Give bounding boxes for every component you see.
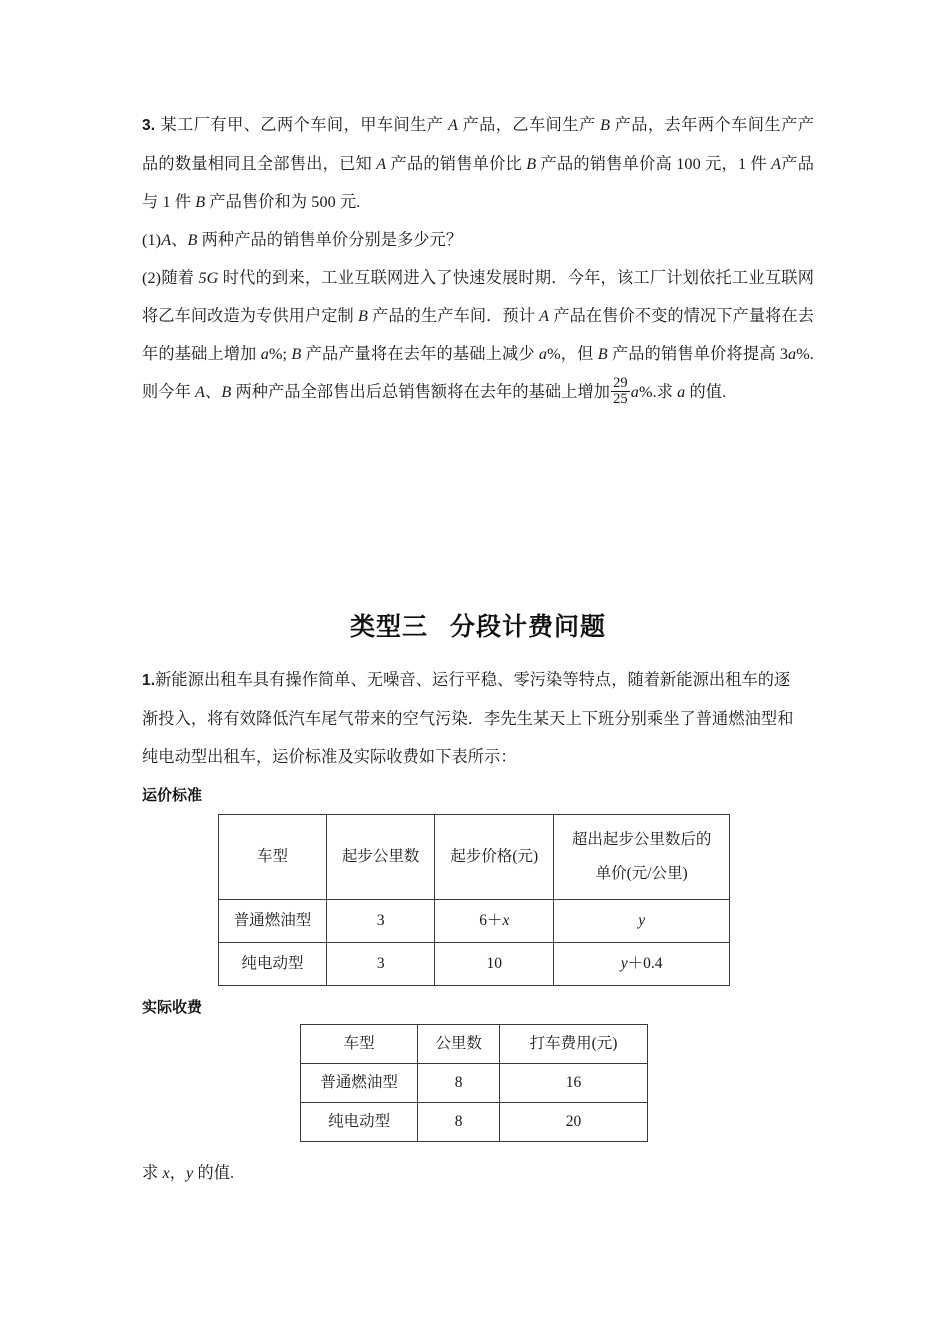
cell-start-price-electric <box>435 943 554 986</box>
problem-3-statement <box>142 106 814 221</box>
table-row <box>219 900 730 943</box>
variable-B: B <box>526 155 537 173</box>
problem-3-part-1 <box>142 221 814 259</box>
closing-prefix: 求 <box>142 1164 163 1182</box>
problem-3-text-2d: 元， <box>700 155 738 173</box>
header-fee: 打车费用(元) <box>500 1025 648 1064</box>
table-row <box>301 1064 648 1103</box>
header-start-price: 起步价格(元) <box>435 815 554 900</box>
problem-1-text-1: 新能源出租车具有操作简单、无噪音、运行平稳、零污染等特点，随着新能源出租车的逐 <box>155 671 791 689</box>
fraction-29-over-25 <box>611 376 630 407</box>
problem-3-part-2 <box>142 259 814 411</box>
problem-1-number: 1. <box>142 672 156 689</box>
part-1-text: 两种产品的销售单价分别是多少元？ <box>197 231 463 249</box>
number-1: 1 <box>737 155 747 173</box>
closing-question <box>142 1154 814 1192</box>
problem-3-text-2c: 产品的销售单价高 <box>536 155 677 173</box>
variable-B: B <box>357 307 368 325</box>
variable-y: y <box>186 1164 194 1182</box>
variable-a: a <box>538 345 548 363</box>
part-2-t1: 随着 <box>161 269 199 287</box>
vertical-spacer <box>142 411 814 607</box>
start-price-number: 6 <box>479 912 487 929</box>
header-unit-price-line-1: 超出起步公里数后的 <box>571 831 712 848</box>
table-row <box>301 1103 648 1142</box>
cell-start-km-gasoline: 3 <box>327 900 435 943</box>
variable-B: B <box>221 383 232 401</box>
cell-vehicle-gasoline: 普通燃油型 <box>219 900 327 943</box>
number-500: 500 <box>311 193 336 211</box>
variable-B: B <box>195 193 206 211</box>
table-row <box>219 943 730 986</box>
part-1-prefix: (1) <box>142 231 162 249</box>
part-2-t3: 网将乙车间改造为专供用户定制 <box>142 269 814 325</box>
closing-comma: ， <box>169 1164 187 1182</box>
header-km: 公里数 <box>418 1025 500 1064</box>
part-2-t2: 时代的到来，工业互联网进入了快速发展时期．今年，该工厂计划依托工业互联 <box>218 269 798 287</box>
problem-3-number: 3. <box>142 117 156 134</box>
part-2-t15: %.求 <box>638 383 678 401</box>
header-start-km: 起步公里数 <box>327 815 435 900</box>
variable-a: a <box>260 345 269 363</box>
fraction-numerator: 29 <box>613 374 628 391</box>
part-2-t7: %; <box>268 345 292 363</box>
part-1-sep: 、 <box>171 231 188 249</box>
variable-a: a <box>788 345 797 363</box>
variable-B: B <box>291 345 302 363</box>
section-title-text: 分段计费问题 <box>450 613 607 641</box>
problem-3-text-2a: 产品的数量相同且全部售出，已知 <box>142 116 815 173</box>
part-2-t6: 将在去年的基础上增加 <box>142 307 814 363</box>
problem-1-line-1 <box>142 661 814 700</box>
part-2-prefix: (2) <box>142 269 162 287</box>
part-2-t13: 、 <box>205 383 222 401</box>
problem-3-text-3d: 元. <box>335 193 361 211</box>
part-2-t8: 产品产量将在去年的基础上减少 <box>301 345 539 363</box>
variable-a: a <box>677 383 686 401</box>
cell-unit-price-electric <box>554 943 730 986</box>
variable-A: A <box>195 383 206 401</box>
variable-a: a <box>630 383 639 401</box>
fare-standard-table <box>218 814 730 986</box>
header-vehicle-type: 车型 <box>219 815 327 900</box>
closing-suffix: 的值. <box>193 1164 235 1182</box>
problem-3-text-2e: 件 <box>746 155 772 173</box>
cell-vehicle-electric: 纯电动型 <box>301 1103 418 1142</box>
fare-standard-label: 运价标准 <box>142 787 203 804</box>
number-3: 3 <box>779 345 789 363</box>
fraction-denominator: 25 <box>613 390 628 407</box>
header-unit-price-line-2: 单价(元/公里) <box>595 865 688 882</box>
header-unit-price <box>554 815 730 900</box>
part-2-t14: 两种产品全部售出后总销售额将在去年的基础上增加 <box>231 383 611 401</box>
problem-3-text-3a: 产品与 <box>142 155 815 211</box>
actual-charge-label: 实际收费 <box>142 999 203 1016</box>
cell-vehicle-gasoline: 普通燃油型 <box>301 1064 418 1103</box>
part-2-t12: %.则今年 <box>142 345 814 401</box>
variable-A: A <box>161 231 172 249</box>
variable-A: A <box>771 155 782 173</box>
variable-A: A <box>376 155 387 173</box>
cell-fee-gasoline: 16 <box>500 1064 648 1103</box>
problem-1-line-2: 渐投入，将有效降低汽车尾气带来的空气污染．李先生某天上下班分别乘坐了普通燃油型和 <box>142 710 794 728</box>
cell-vehicle-electric: 纯电动型 <box>219 943 327 986</box>
header-vehicle-type: 车型 <box>301 1025 418 1064</box>
actual-charge-table <box>300 1024 648 1142</box>
part-2-t9: %，但 <box>547 345 598 363</box>
cell-km-electric: 8 <box>418 1103 500 1142</box>
unit-price-extra: ＋0.4 <box>627 955 663 972</box>
variable-B: B <box>600 116 611 134</box>
variable-y: y <box>620 955 628 972</box>
page-content <box>142 106 814 1192</box>
plus-operator: ＋ <box>486 912 503 929</box>
number-100: 100 <box>676 155 701 173</box>
section-label: 类型三 <box>349 613 428 641</box>
variable-x: x <box>162 1164 170 1182</box>
cell-start-km-electric: 3 <box>327 943 435 986</box>
variable-B: B <box>187 231 198 249</box>
cell-fee-electric: 20 <box>500 1103 648 1142</box>
variable-A: A <box>447 116 458 134</box>
part-2-t4: 产品的生产车间．预计 <box>367 307 540 325</box>
part-2-t16: 的值. <box>685 383 727 401</box>
cell-km-gasoline: 8 <box>418 1064 500 1103</box>
term-5G: 5G <box>198 269 219 287</box>
table-header-row <box>301 1025 648 1064</box>
variable-B: B <box>597 345 608 363</box>
cell-unit-price-gasoline <box>554 900 730 943</box>
variable-y: y <box>638 912 646 929</box>
problem-1-line-3: 纯电动型出租车，运价标准及实际收费如下表所示： <box>142 748 517 766</box>
start-price-number: 10 <box>486 955 503 972</box>
problem-3-text-3c: 产品售价和为 <box>205 193 312 211</box>
section-heading <box>142 607 814 643</box>
variable-x: x <box>502 912 510 929</box>
variable-A: A <box>539 307 550 325</box>
part-2-t11: 提高 <box>742 345 780 363</box>
number-1: 1 <box>162 193 171 211</box>
table-header-row <box>219 815 730 900</box>
problem-3-text-1b: 产品，乙车间生产 <box>457 116 601 134</box>
cell-start-price-gasoline <box>435 900 554 943</box>
problem-3-text-3b: 件 <box>170 193 196 211</box>
problem-3-text-2b: 产品的销售单价比 <box>386 155 527 173</box>
part-2-t10: 产品的销售单价将 <box>607 345 743 363</box>
problem-3-text-1: 某工厂有甲、乙两个车间，甲车间生产 <box>160 116 448 134</box>
part-2-t5: 产品在售价不变的情况下产量 <box>549 307 766 325</box>
problem-3-text-1c: 产品，去年两个车间生产 <box>610 116 798 134</box>
